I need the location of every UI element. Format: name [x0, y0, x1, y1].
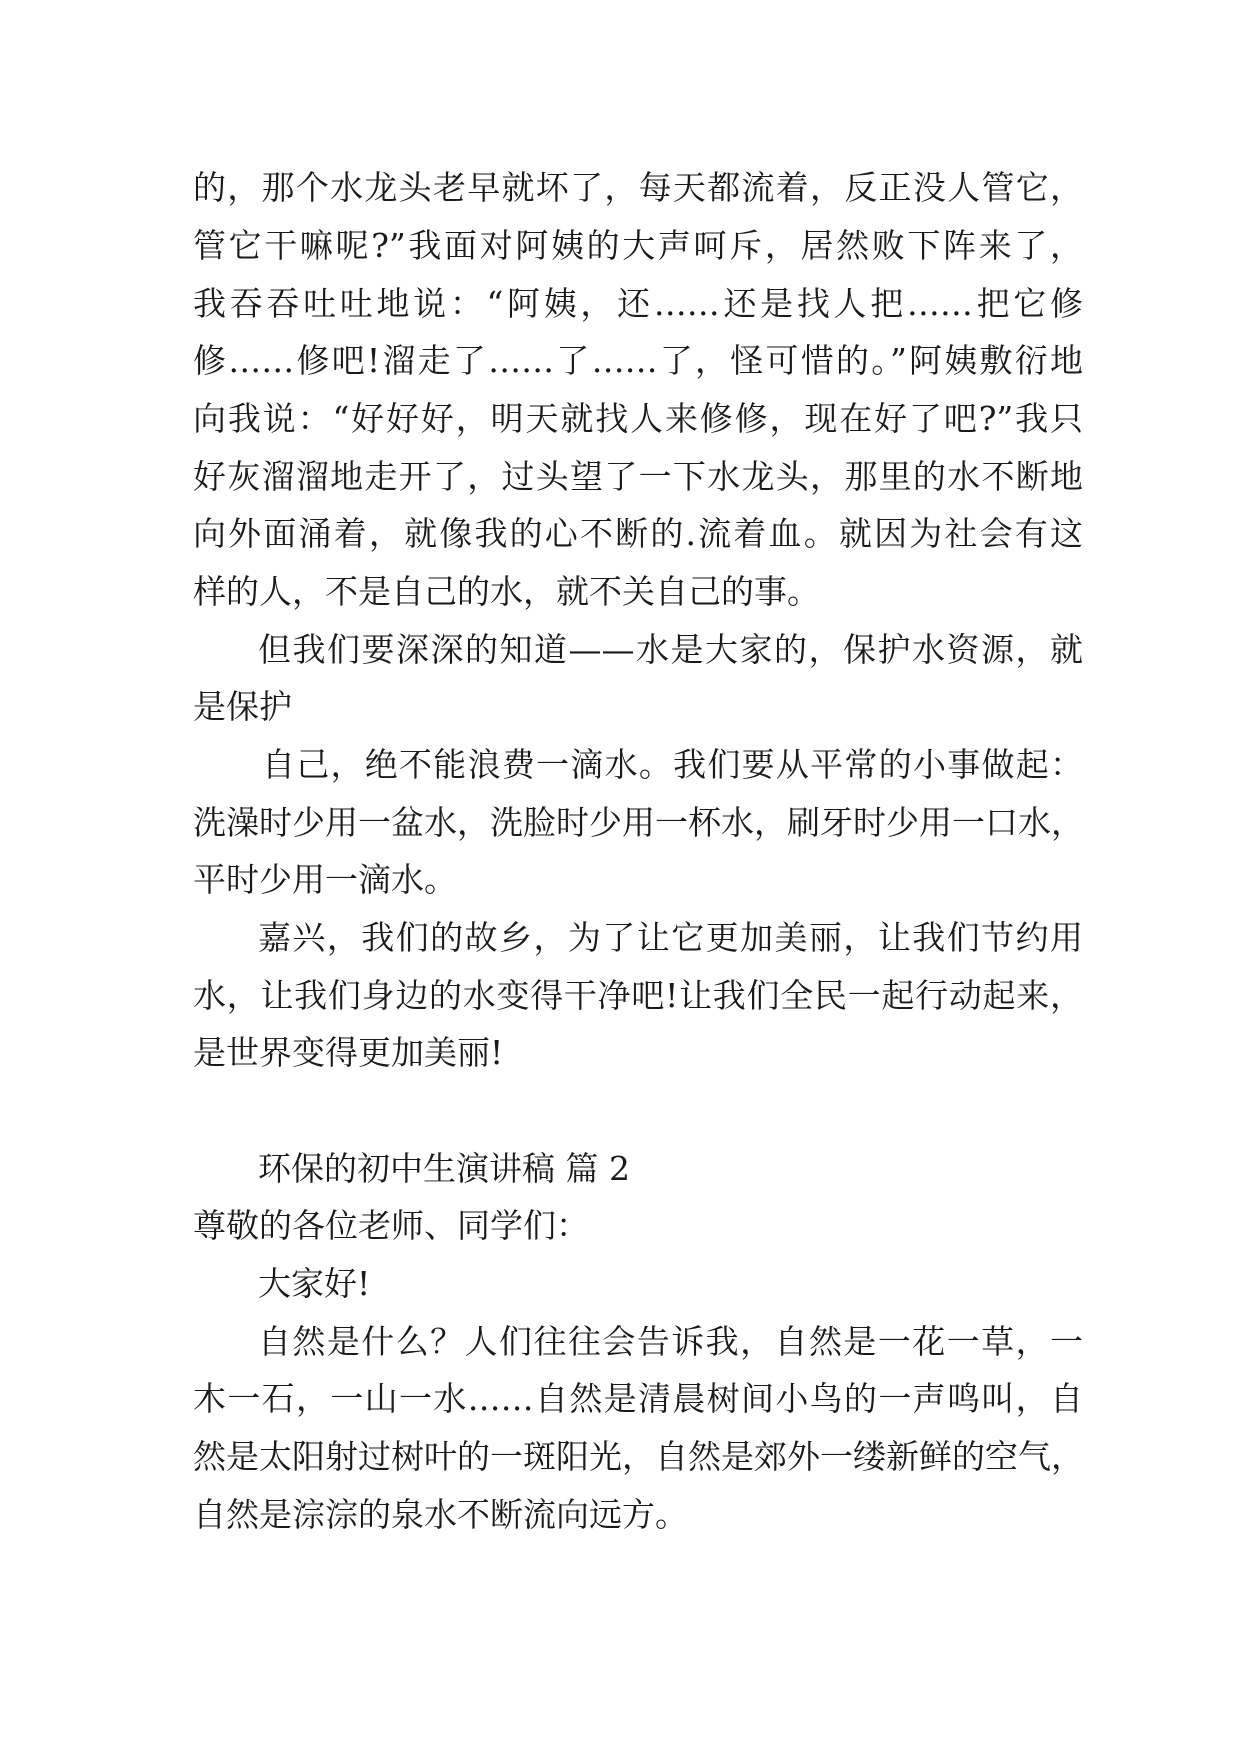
- text-line: 平时少用一滴水。: [193, 860, 457, 899]
- text-line: 水，让我们身边的水变得干净吧!让我们全民一起行动起来，: [193, 976, 1083, 1015]
- text-line: 好灰溜溜地走开了，过头望了一下水龙头，那里的水不断地: [193, 457, 1083, 496]
- text-line: 自然是淙淙的泉水不断流向远方。: [193, 1495, 688, 1534]
- text-line: 管它干嘛呢?”我面对阿姨的大声呵斥，居然败下阵来了，: [193, 226, 1083, 265]
- salutation: 尊敬的各位老师、同学们：: [193, 1206, 589, 1245]
- text-line: 是世界变得更加美丽!: [193, 1033, 504, 1072]
- text-line: 嘉兴，我们的故乡，为了让它更加美丽，让我们节约用: [258, 918, 1083, 957]
- text-line: 是保护: [193, 687, 292, 726]
- section-title: 环保的初中生演讲稿 篇 2: [258, 1149, 630, 1188]
- text-line: 向外面涌着，就像我的心不断的.流着血。就因为社会有这: [193, 514, 1083, 553]
- text-line: 的，那个水龙头老早就坏了，每天都流着，反正没人管它，: [193, 168, 1083, 207]
- text-line: 向我说：“好好好，明天就找人来修修，现在好了吧?”我只: [193, 399, 1083, 438]
- text-line: 我吞吞吐吐地说：“阿姨，还……还是找人把……把它修: [193, 284, 1083, 323]
- text-line: 但我们要深深的知道——水是大家的，保护水资源，就: [258, 630, 1083, 669]
- text-line: 洗澡时少用一盆水，洗脸时少用一杯水，刷牙时少用一口水，: [193, 803, 1084, 842]
- text-line: 自然是什么？人们往往会告诉我，自然是一花一草，一: [258, 1322, 1083, 1361]
- greeting: 大家好!: [258, 1264, 371, 1303]
- text-line: 木一石，一山一水……自然是清晨树间小鸟的一声鸣叫，自: [193, 1379, 1083, 1418]
- text-line: 修……修吧!溜走了……了……了，怪可惜的。”阿姨敷衍地: [193, 341, 1083, 380]
- text-line: 样的人，不是自己的水，就不关自己的事。: [193, 572, 820, 611]
- text-line: 然是太阳射过树叶的一斑阳光，自然是郊外一缕新鲜的空气，: [193, 1437, 1084, 1476]
- text-line: 自己，绝不能浪费一滴水。我们要从平常的小事做起：: [262, 745, 1083, 784]
